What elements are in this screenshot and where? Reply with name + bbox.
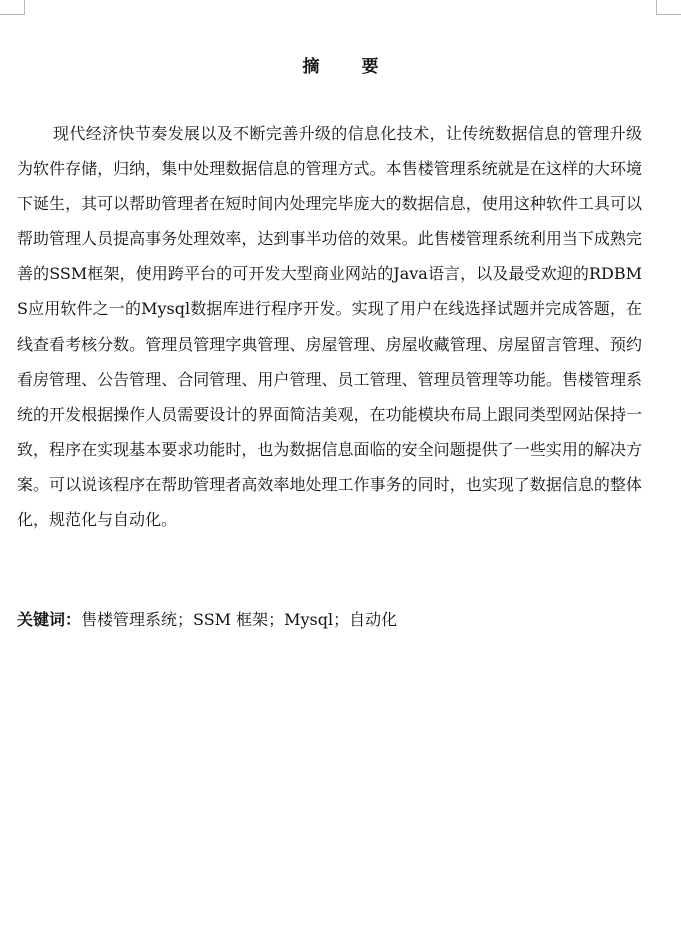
abstract-paragraph: 现代经济快节奏发展以及不断完善升级的信息化技术，让传统数据信息的管理升级为软件存储，归纳，集中处理数据信息的管理方式。本售楼管理系统就是在这样的大环境下诞生，其可以帮助管理者在短时间内处理完毕庞大的数据信息，使用这种软件工具可以帮助管理人员提高事务处理效率，达到事半功倍的效果。此售楼管理系统利用当下成熟完善的SSM框架，使用跨平台的可开发大型商业网站的Java语言，以及最受欢迎的RDBMS应用软件之一的Mysql数据库进行程序开发。实现了用户在线选择试题并完成答题，在线查看考核分数。管理员管理字典管理、房屋管理、房屋收藏管理、房屋留言管理、预约看房管理、公告管理、合同管理、用户管理、员工管理、管理员管理等功能。售楼管理系统的开发根据操作人员需要设计的界面简洁美观，在功能模块布局上跟同类型网站保持一致，程序在实现基本要求功能时，也为数据信息面临的安全问题提供了一些实用的解决方案。可以说该程序在帮助管理者高效率地处理工作事务的同时，也实现了数据信息的整体化，规范化与自动化。 bbox=[17, 124, 642, 530]
margin-corner-mark-left bbox=[0, 0, 25, 15]
margin-corner-mark-right bbox=[656, 0, 681, 15]
keywords-text: 售楼管理系统；SSM 框架；Mysql；自动化 bbox=[81, 610, 398, 629]
keywords-line bbox=[17, 605, 642, 635]
keywords-label: 关键词： bbox=[17, 610, 82, 629]
abstract-title: 摘 要 bbox=[302, 57, 397, 77]
